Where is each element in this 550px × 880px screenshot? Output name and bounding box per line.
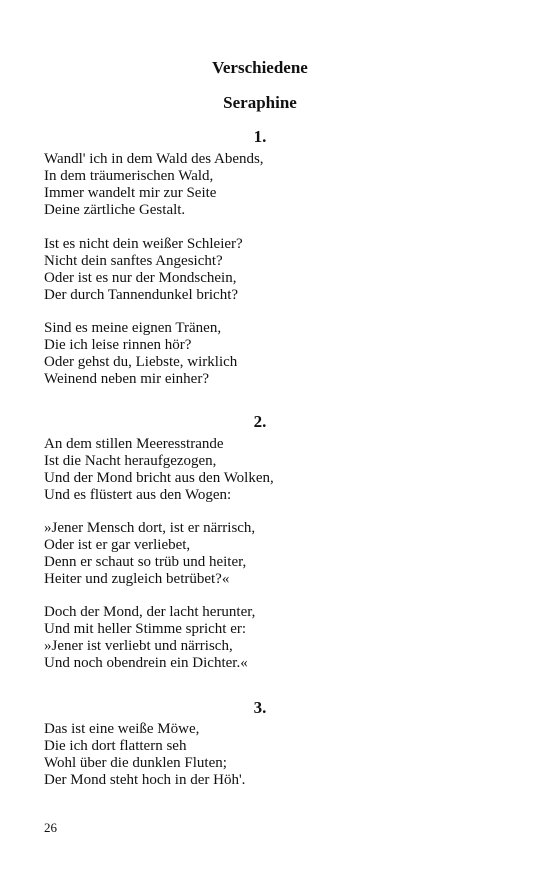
part-number-2: 2. bbox=[253, 412, 267, 431]
stanza-2-1 bbox=[44, 436, 274, 504]
verse-line: Sind es meine eignen Tränen, bbox=[44, 320, 222, 336]
stanza-1-3 bbox=[44, 320, 237, 388]
verse-line: An dem stillen Meeresstrande bbox=[44, 436, 224, 452]
verse-line: Heiter und zugleich betrübet?« bbox=[44, 571, 230, 587]
verse-line: Und der Mond bricht aus den Wolken, bbox=[44, 470, 274, 486]
verse-line: Weinend neben mir einher? bbox=[44, 371, 209, 387]
verse-line: Oder ist es nur der Mondschein, bbox=[44, 270, 237, 286]
section-title: Verschiedene bbox=[212, 58, 308, 77]
part-number-1: 1. bbox=[253, 127, 267, 146]
stanza-2-3 bbox=[44, 604, 255, 672]
verse-line: Nicht dein sanftes Angesicht? bbox=[44, 253, 223, 269]
verse-line: Und mit heller Stimme spricht er: bbox=[44, 621, 247, 637]
verse-line: »Jener Mensch dort, ist er närrisch, bbox=[44, 520, 256, 536]
verse-line: Immer wandelt mir zur Seite bbox=[44, 185, 217, 201]
stanza-1-1 bbox=[44, 151, 264, 219]
verse-line: Ist die Nacht heraufgezogen, bbox=[44, 453, 217, 469]
verse-line: In dem träumerischen Wald, bbox=[44, 168, 214, 184]
verse-line: Der Mond steht hoch in der Höh'. bbox=[44, 772, 246, 788]
verse-line: Und es flüstert aus den Wogen: bbox=[44, 487, 232, 503]
verse-line: Doch der Mond, der lacht herunter, bbox=[44, 604, 256, 620]
verse-line: Die ich leise rinnen hör? bbox=[44, 337, 192, 353]
verse-line: Ist es nicht dein weißer Schleier? bbox=[44, 236, 243, 252]
verse-line: Oder ist er gar verliebet, bbox=[44, 537, 191, 553]
page-number: 26 bbox=[44, 820, 57, 835]
verse-line: Und noch obendrein ein Dichter.« bbox=[44, 655, 248, 671]
verse-line: Wohl über die dunklen Fluten; bbox=[44, 755, 227, 771]
stanza-2-2 bbox=[44, 520, 255, 588]
part-number-3: 3. bbox=[253, 698, 267, 717]
verse-line: Wandl' ich in dem Wald des Abends, bbox=[44, 151, 264, 167]
verse-line: »Jener ist verliebt und närrisch, bbox=[44, 638, 233, 654]
stanza-1-2 bbox=[44, 236, 243, 304]
verse-line: Denn er schaut so trüb und heiter, bbox=[44, 554, 247, 570]
verse-line: Die ich dort flattern seh bbox=[44, 738, 187, 754]
poem-title: Seraphine bbox=[223, 93, 297, 112]
verse-line: Deine zärtliche Gestalt. bbox=[44, 202, 186, 218]
verse-line: Der durch Tannendunkel bricht? bbox=[44, 287, 239, 303]
stanza-3-1 bbox=[44, 721, 245, 789]
verse-line: Das ist eine weiße Möwe, bbox=[44, 721, 200, 737]
verse-line: Oder gehst du, Liebste, wirklich bbox=[44, 354, 238, 370]
